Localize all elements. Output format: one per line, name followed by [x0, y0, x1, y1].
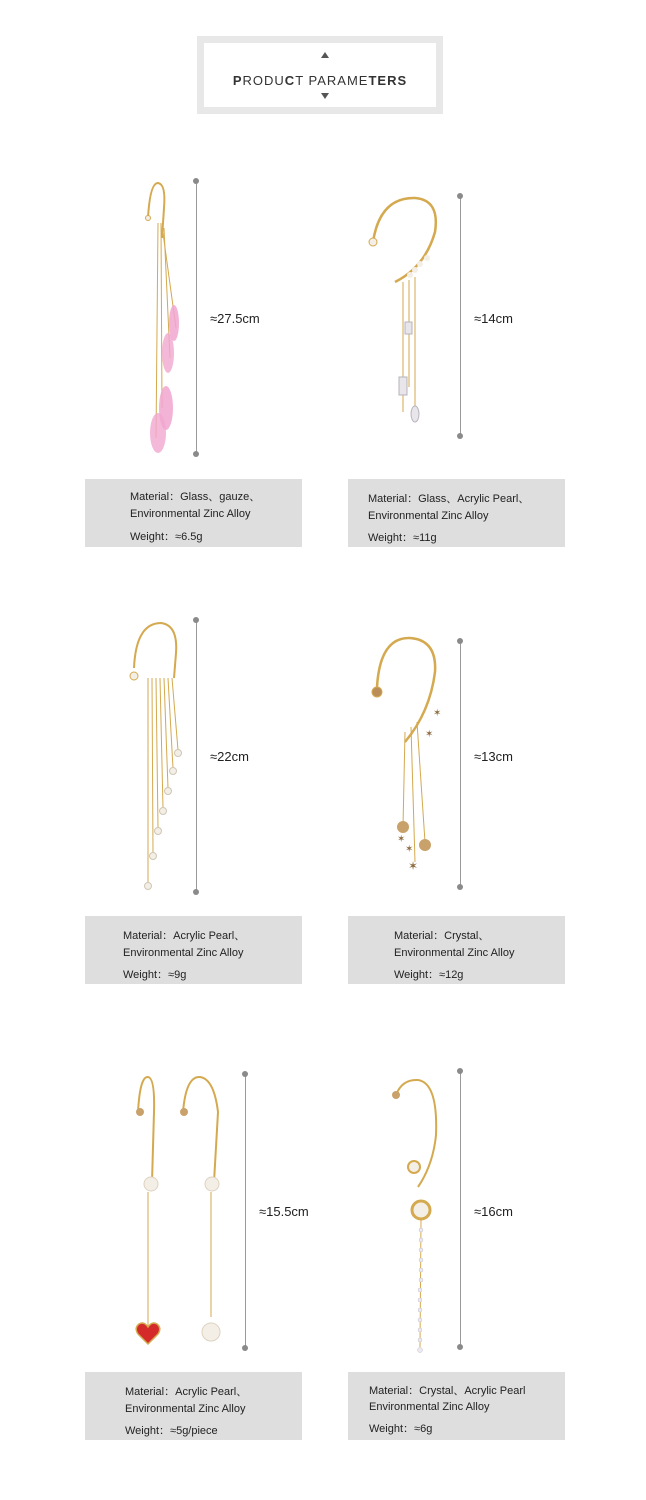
measure-dot-top [193, 617, 199, 623]
material-line-1: Material：Acrylic Pearl、 [123, 930, 246, 942]
header-frame [197, 36, 443, 114]
measure-dot-top [193, 178, 199, 184]
product-2-image [365, 192, 455, 437]
measure-dot-bottom [242, 1345, 248, 1351]
product-4-image [365, 632, 455, 892]
material-line-1: Material：Crystal、Acrylic Pearl [369, 1385, 526, 1397]
size-label: ≈16cm [474, 1204, 513, 1219]
measure-dot-bottom [457, 884, 463, 890]
material-line-2: Environmental Zinc Alloy [369, 1401, 490, 1413]
measure-line [245, 1074, 246, 1348]
svg-text:✶: ✶ [405, 844, 414, 855]
measure-line [196, 620, 197, 892]
page-title: PRODUCT PARAMETERS [232, 73, 408, 88]
product-1-image [130, 178, 200, 463]
spec-box [85, 479, 302, 547]
product-6-image [388, 1075, 458, 1360]
arrow-down-icon [321, 93, 329, 99]
spec-box [85, 916, 302, 984]
svg-text:✶: ✶ [408, 859, 419, 873]
material-line-1: Material：Crystal、 [394, 930, 490, 942]
measure-dot-bottom [457, 1344, 463, 1350]
product-3-image [126, 618, 196, 898]
size-label: ≈27.5cm [210, 311, 260, 326]
material-line-2: Environmental Zinc Alloy [368, 510, 489, 522]
weight-line: Weight：≈12g [394, 969, 464, 981]
size-label: ≈15.5cm [259, 1204, 309, 1219]
spec-box [348, 479, 565, 547]
measure-dot-bottom [193, 889, 199, 895]
spec-box [348, 1372, 565, 1440]
measure-dot-top [457, 1068, 463, 1074]
measure-line [196, 181, 197, 454]
measure-dot-bottom [193, 451, 199, 457]
measure-line [460, 196, 461, 436]
measure-dot-top [242, 1071, 248, 1077]
weight-line: Weight：≈6.5g [130, 531, 203, 543]
weight-line: Weight：≈9g [123, 969, 187, 981]
spec-box [348, 916, 565, 984]
spec-box [85, 1372, 302, 1440]
arrow-up-icon [321, 52, 329, 58]
material-line-2: Environmental Zinc Alloy [394, 947, 515, 959]
material-line-1: Material：Glass、gauze、 [130, 491, 261, 503]
measure-line [460, 1071, 461, 1347]
material-line-2: Environmental Zinc Alloy [125, 1403, 246, 1415]
measure-dot-top [457, 193, 463, 199]
weight-line: Weight：≈6g [369, 1423, 433, 1435]
svg-text:✶: ✶ [425, 729, 434, 740]
measure-line [460, 641, 461, 887]
product-5-image [128, 1072, 238, 1367]
size-label: ≈13cm [474, 749, 513, 764]
material-line-2: Environmental Zinc Alloy [130, 508, 251, 520]
header-inner [204, 43, 436, 107]
svg-text:✶: ✶ [433, 708, 442, 719]
material-line-1: Material：Acrylic Pearl、 [125, 1386, 248, 1398]
measure-dot-top [457, 638, 463, 644]
weight-line: Weight：≈5g/piece [125, 1425, 218, 1437]
measure-dot-bottom [457, 433, 463, 439]
size-label: ≈22cm [210, 749, 249, 764]
material-line-1: Material：Glass、Acrylic Pearl、 [368, 493, 530, 505]
weight-line: Weight：≈11g [368, 532, 437, 544]
size-label: ≈14cm [474, 311, 513, 326]
svg-text:✶: ✶ [397, 834, 406, 845]
material-line-2: Environmental Zinc Alloy [123, 947, 244, 959]
